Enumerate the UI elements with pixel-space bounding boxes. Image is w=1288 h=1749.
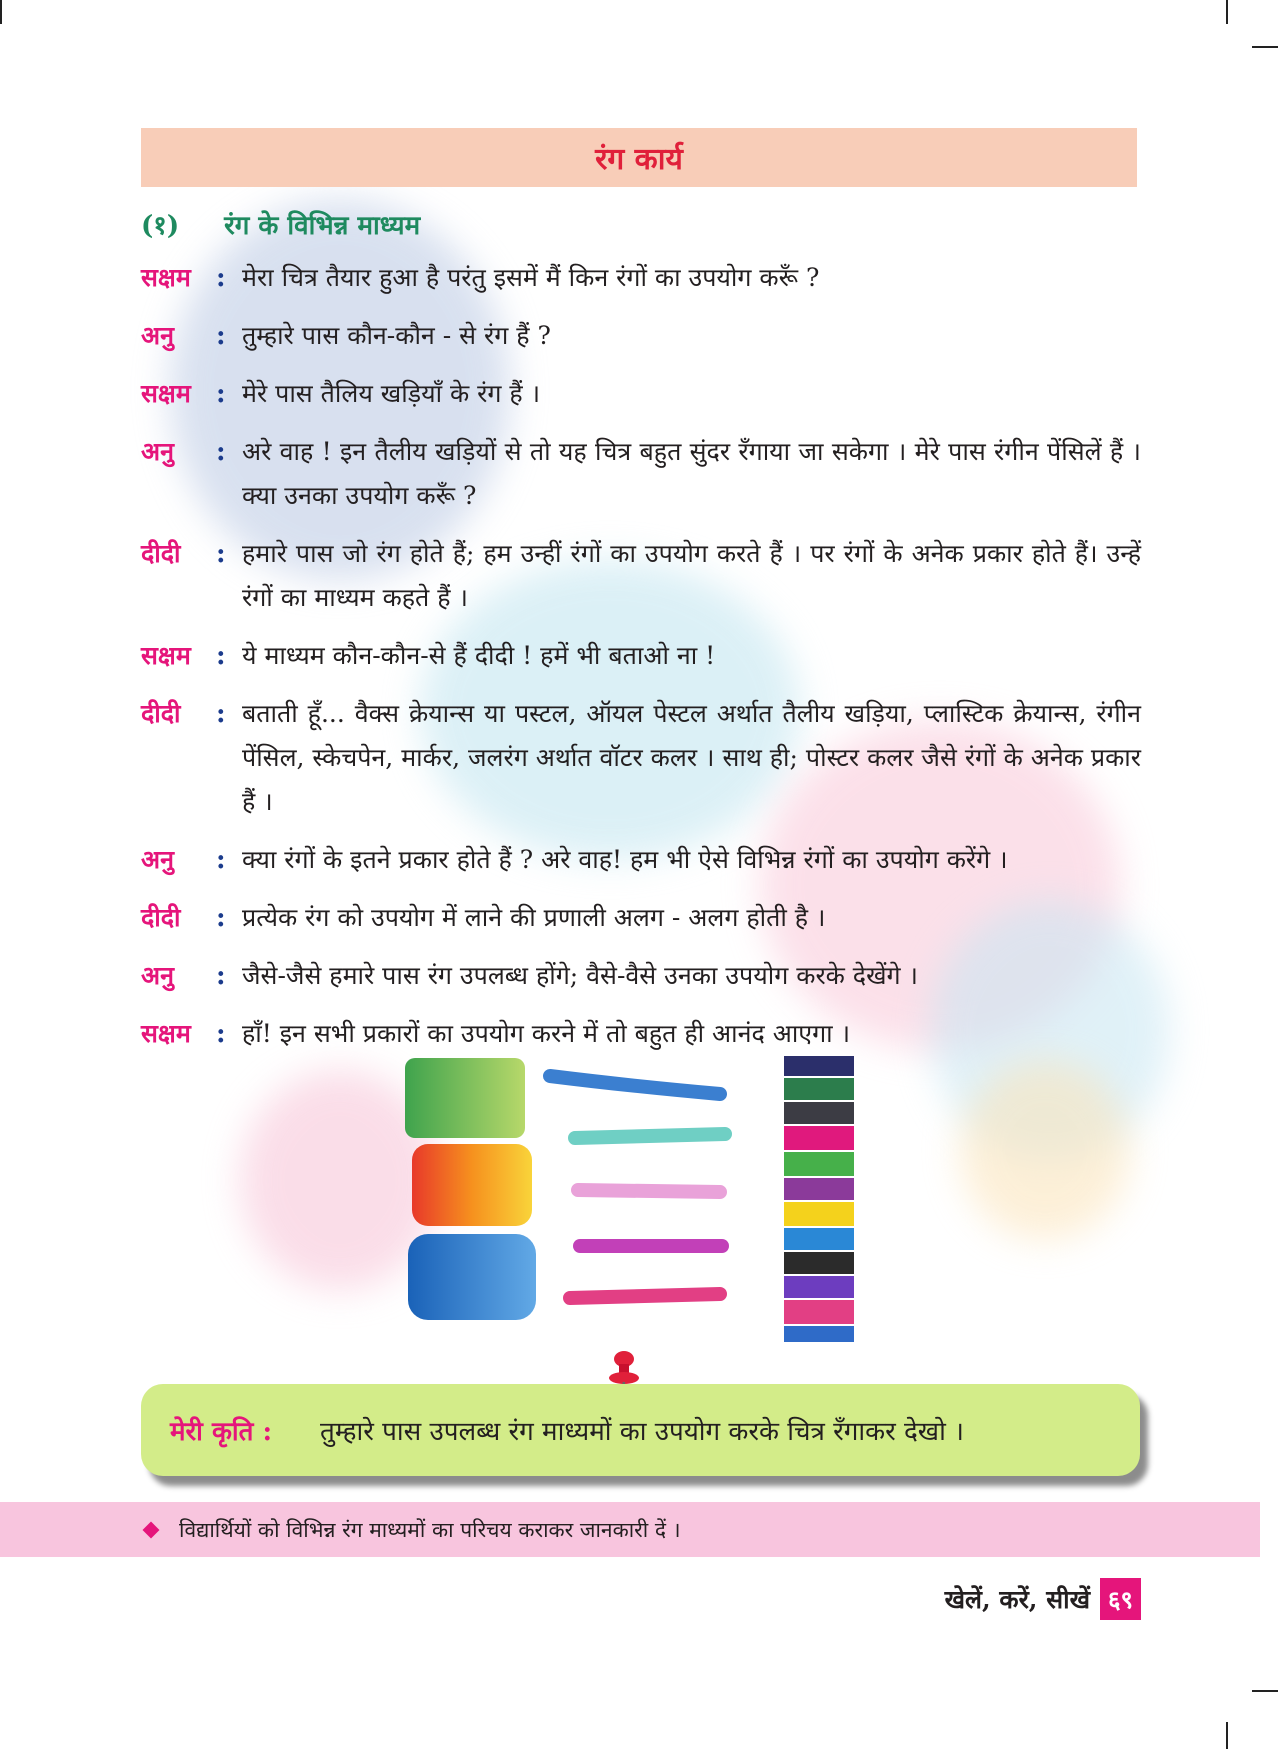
dialogue-text: बताती हूँ... वैक्स क्रेयान्स या पस्टल, ऑयल पेस्टल अर्थात तैलीय खड़िया, प्लास्टिक क्रेयान्स, रंगीन पेंसिल, स्केचपेन, मार्कर, जलरंग अर्थात वॉटर कलर । साथ ही; पोस्टर कलर जैसे रंगों के अनेक प्रकार हैं ।: [242, 699, 1141, 816]
colon: :: [216, 379, 226, 409]
crayon-stack: [784, 1056, 854, 1342]
speaker-name: सक्षम: [141, 641, 191, 670]
speaker-name: अनु: [141, 845, 174, 874]
teacher-note-band: [0, 1502, 1260, 1557]
dialogue-text: जैसे-जैसे हमारे पास रंग उपलब्ध होंगे; वैसे-वैसे उनका उपयोग करके देखेंगे ।: [242, 961, 919, 990]
footer-text: खेलें, करें, सीखें: [944, 1585, 1091, 1614]
crop-mark: [0, 0, 2, 24]
dialogue-text: क्या रंगों के इतने प्रकार होते हैं ? अरे वाह! हम भी ऐसे विभिन्न रंगों का उपयोग करेंगे ।: [242, 845, 1008, 874]
colon: :: [216, 263, 226, 293]
activity-text: तुम्हारे पास उपलब्ध रंग माध्यमों का उपयोग करके चित्र रँगाकर देखो ।: [320, 1417, 964, 1447]
speaker-name: सक्षम: [141, 1019, 191, 1048]
activity-box: [141, 1384, 1140, 1476]
colon: :: [216, 321, 226, 351]
dialogue-line: [141, 314, 1141, 358]
speaker-name: दीदी: [141, 903, 181, 932]
title-band: [141, 128, 1137, 187]
dialogue-line: [141, 692, 1141, 824]
dialogue-line: [141, 954, 1141, 998]
dialogue-line: [141, 430, 1141, 518]
dialogue-line: [141, 838, 1141, 882]
dialogue: [141, 256, 1141, 1070]
watercolor-splash: [960, 1060, 1130, 1240]
crayon-stroke-samples: [550, 1076, 725, 1298]
colon: :: [216, 641, 226, 671]
colon: :: [216, 845, 226, 875]
colon: :: [216, 903, 226, 933]
dialogue-text: ये माध्यम कौन-कौन-से हैं दीदी ! हमें भी बताओ ना !: [242, 641, 716, 670]
dialogue-text: हाँ! इन सभी प्रकारों का उपयोग करने में तो बहुत ही आनंद आएगा ।: [242, 1019, 851, 1048]
colon: :: [216, 961, 226, 991]
speaker-name: सक्षम: [141, 263, 191, 292]
speaker-name: अनु: [141, 437, 174, 466]
activity-label: मेरी कृति :: [170, 1417, 273, 1447]
dialogue-text: मेरे पास तैलिय खड़ियाँ के रंग हैं ।: [242, 379, 541, 408]
section-number: (१): [141, 211, 180, 241]
crop-mark: [1252, 1690, 1278, 1692]
section-heading: [141, 206, 420, 242]
colon: :: [216, 437, 226, 467]
dialogue-line: [141, 372, 1141, 416]
dialogue-line: [141, 1012, 1141, 1056]
color-media-illustration: [400, 1056, 880, 1342]
page-footer: [945, 1578, 1141, 1620]
teacher-note-text: विद्यार्थियों को विभिन्न रंग माध्यमों का परिचय कराकर जानकारी दें ।: [179, 1517, 681, 1542]
blue-crayon-swatch: [408, 1234, 536, 1320]
orange-crayon-swatch: [412, 1144, 532, 1226]
crop-mark: [1252, 46, 1278, 48]
speaker-name: दीदी: [141, 699, 181, 728]
crop-mark: [1226, 1722, 1228, 1749]
dialogue-line: [141, 896, 1141, 940]
page-number: ६९: [1100, 1578, 1141, 1620]
dialogue-text: हमारे पास जो रंग होते हैं; हम उन्हीं रंगों का उपयोग करते हैं । पर रंगों के अनेक प्रकार होते हैं। उन्हें रंगों का माध्यम कहते हैं ।: [242, 539, 1141, 612]
dialogue-line: [141, 256, 1141, 300]
page-title: रंग कार्य: [595, 142, 683, 177]
colon: :: [216, 1019, 226, 1049]
diamond-bullet-icon: [143, 1521, 160, 1538]
speaker-name: अनु: [141, 321, 174, 350]
dialogue-text: अरे वाह ! इन तैलीय खड़ियों से तो यह चित्र बहुत सुंदर रँगाया जा सकेगा । मेरे पास रंगीन पेंसिलें हैं । क्या उनका उपयोग करूँ ?: [242, 437, 1141, 510]
dialogue-text: मेरा चित्र तैयार हुआ है परंतु इसमें मैं किन रंगों का उपयोग करूँ ?: [242, 263, 820, 292]
dialogue-line: [141, 532, 1141, 620]
dialogue-line: [141, 634, 1141, 678]
speaker-name: अनु: [141, 961, 174, 990]
dialogue-text: तुम्हारे पास कौन-कौन - से रंग हैं ?: [242, 321, 551, 350]
section-heading-text: रंग के विभिन्न माध्यम: [224, 211, 421, 241]
green-crayon-swatch: [405, 1058, 525, 1138]
speaker-name: दीदी: [141, 539, 181, 568]
crop-mark: [1226, 0, 1228, 24]
colon: :: [216, 699, 226, 729]
dialogue-text: प्रत्येक रंग को उपयोग में लाने की प्रणाली अलग - अलग होती है ।: [242, 903, 826, 932]
speaker-name: सक्षम: [141, 379, 191, 408]
colon: :: [216, 539, 226, 569]
